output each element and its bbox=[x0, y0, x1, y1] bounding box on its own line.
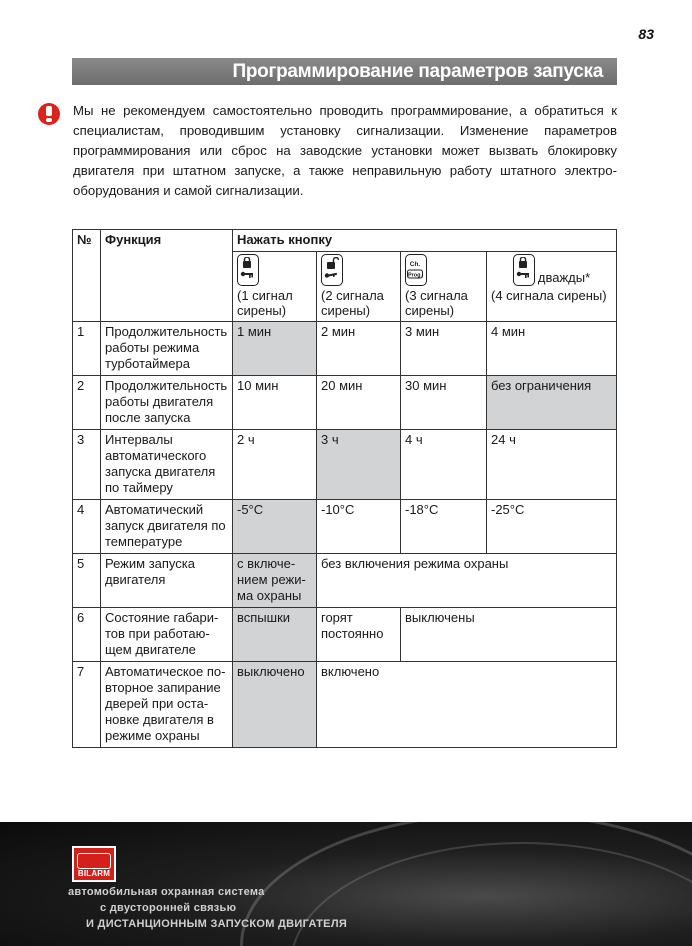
row-value: -5°C bbox=[233, 500, 317, 554]
row-value: 20 мин bbox=[317, 376, 401, 430]
row-value: выключены bbox=[401, 608, 617, 662]
table-row bbox=[73, 430, 617, 500]
row-value: 10 мин bbox=[233, 376, 317, 430]
col-press-header: Нажать кнопку bbox=[233, 230, 617, 252]
row-value: 24 ч bbox=[487, 430, 617, 500]
row-number: 1 bbox=[73, 322, 101, 376]
table-row bbox=[73, 554, 617, 608]
button-3-label: (3 сигнала сирены) bbox=[405, 288, 468, 318]
parameters-table bbox=[72, 229, 617, 748]
section-title: Программирование параметров запуска bbox=[72, 58, 617, 85]
lock-closed-fob-icon bbox=[513, 254, 535, 286]
row-value: без включения режима охраны bbox=[317, 554, 617, 608]
row-value: вспышки bbox=[233, 608, 317, 662]
button-cell-4 bbox=[487, 252, 617, 322]
row-value: -25°C bbox=[487, 500, 617, 554]
row-function: Автоматическое по-вторное запирание дверей при оста-новке двигателя в режиме охраны bbox=[101, 662, 233, 748]
row-number: 4 bbox=[73, 500, 101, 554]
twice-label: дважды* bbox=[537, 270, 591, 285]
row-function: Состояние габари-тов при работаю-щем двигателе bbox=[101, 608, 233, 662]
table-row bbox=[73, 662, 617, 748]
row-number: 2 bbox=[73, 376, 101, 430]
table-row bbox=[73, 322, 617, 376]
col-function-header: Функция bbox=[101, 230, 233, 322]
banner-line-3: И ДИСТАНЦИОННЫМ ЗАПУСКОМ ДВИГАТЕЛЯ bbox=[86, 918, 348, 930]
row-function: Продолжительность работы режима турботаймера bbox=[101, 322, 233, 376]
row-value: 2 мин bbox=[317, 322, 401, 376]
row-value: -10°C bbox=[317, 500, 401, 554]
row-value: горят постоянно bbox=[317, 608, 401, 662]
row-value: выключено bbox=[233, 662, 317, 748]
row-value: 3 мин bbox=[401, 322, 487, 376]
row-value: -18°C bbox=[401, 500, 487, 554]
banner-line-1: автомобильная охранная система bbox=[68, 886, 265, 898]
button-2-label: (2 сигнала сирены) bbox=[321, 288, 384, 318]
button-1-label: (1 сигнал сирены) bbox=[237, 288, 293, 318]
prog-text: Prog. bbox=[407, 272, 423, 279]
lock-open-fob-icon bbox=[321, 254, 343, 286]
page-number: 83 bbox=[638, 26, 654, 42]
button-4-label: (4 сигнала сирены) bbox=[491, 288, 607, 303]
table-row bbox=[73, 500, 617, 554]
row-value: 1 мин bbox=[233, 322, 317, 376]
row-value: 3 ч bbox=[317, 430, 401, 500]
button-cell-1 bbox=[233, 252, 317, 322]
row-value: 4 мин bbox=[487, 322, 617, 376]
table-row bbox=[73, 376, 617, 430]
bilarm-logo bbox=[72, 846, 116, 882]
ch-text: Ch. bbox=[409, 261, 421, 268]
row-value: с включе-нием режи-ма охраны bbox=[233, 554, 317, 608]
row-number: 6 bbox=[73, 608, 101, 662]
table-row bbox=[73, 608, 617, 662]
col-num-header: № bbox=[73, 230, 101, 322]
logo-text: BILARM bbox=[77, 869, 111, 878]
row-function: Автоматический запуск двигателя по температуре bbox=[101, 500, 233, 554]
row-value: без ограничения bbox=[487, 376, 617, 430]
row-value: 2 ч bbox=[233, 430, 317, 500]
button-cell-3 bbox=[401, 252, 487, 322]
warning-text: Мы не рекомендуем самостоятельно проводить программирование, а обратиться к специалистам, проводившим установку сигнализации. Изменение параметров программирования или сброс на заводские установки может вызвать блокировку двигателя при штатном запуске, а также неправильную работу штатного электро-оборудования и самой сигнализации. bbox=[73, 103, 617, 198]
banner-line-2: с двусторонней связью bbox=[100, 902, 237, 914]
row-number: 3 bbox=[73, 430, 101, 500]
bottom-banner bbox=[0, 822, 692, 946]
row-value: 4 ч bbox=[401, 430, 487, 500]
table-header-row bbox=[73, 230, 617, 252]
row-value: включено bbox=[317, 662, 617, 748]
row-number: 5 bbox=[73, 554, 101, 608]
button-cell-2 bbox=[317, 252, 401, 322]
row-function: Продолжительность работы двигателя после запуска bbox=[101, 376, 233, 430]
row-value: 30 мин bbox=[401, 376, 487, 430]
logo-car-outline bbox=[77, 853, 111, 869]
row-function: Режим запуска двигателя bbox=[101, 554, 233, 608]
lock-closed-fob-icon bbox=[237, 254, 259, 286]
row-number: 7 bbox=[73, 662, 101, 748]
row-function: Интервалы автоматического запуска двигателя по таймеру bbox=[101, 430, 233, 500]
ch-prog-fob-icon bbox=[405, 254, 427, 286]
warning-icon bbox=[38, 103, 60, 125]
